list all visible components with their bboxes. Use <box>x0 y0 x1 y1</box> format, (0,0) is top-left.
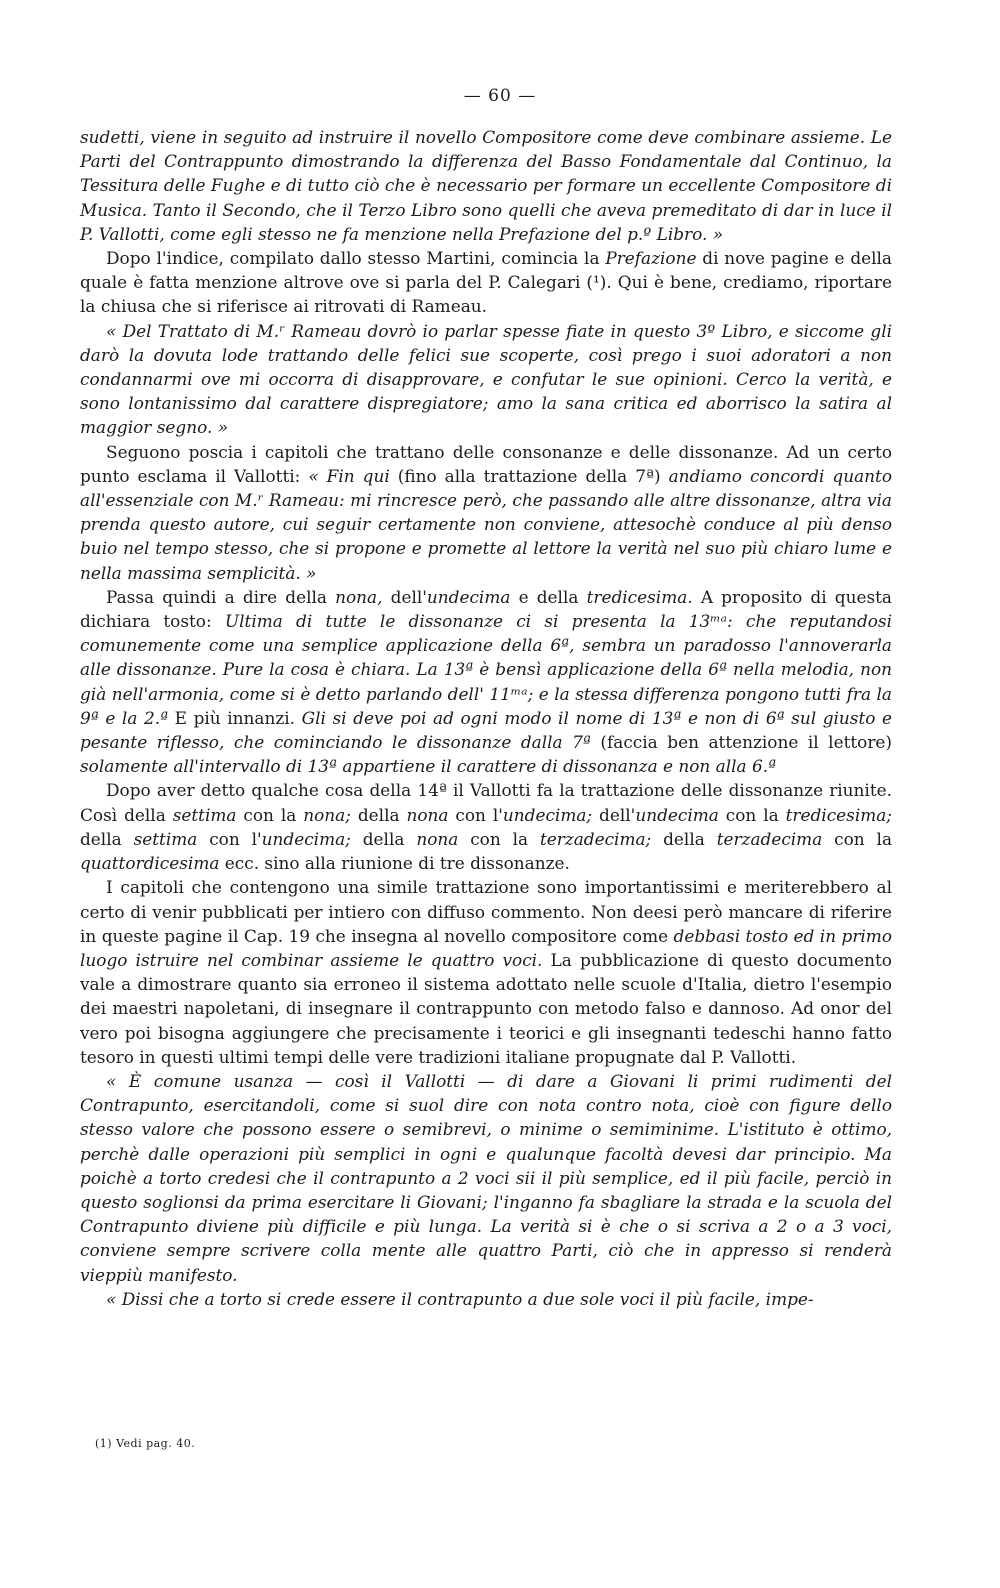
text-run: dell' <box>592 804 636 825</box>
text-run: La pubblicazione di questo documento vale a dimostrare quanto sia erroneo il sistema adottato nelle scuole d'Italia, dietro l'esempio dei maestri napoletani, di insegnare il contrappunto con metodo falso e dannoso. Ad onor del vero poi bisogna aggiungere che precisamente i teorici e gli insegnanti tedeschi hanno fatto tesoro in questi ultimi tempi delle vere tradizioni italiane propugnate dal P. Vallotti. <box>80 949 892 1067</box>
paragraph <box>80 246 892 319</box>
text-run: della <box>80 828 134 849</box>
italic-run: settima <box>133 828 198 849</box>
text-run: Passa quindi a dire della <box>106 586 336 607</box>
body-text <box>80 125 892 1311</box>
paragraph <box>80 1069 892 1287</box>
italic-run: « È comune usanza — così il Vallotti — di dare a Giovani li primi rudimenti del Contrapunto, esercitandoli, come si suol dire con nota contro nota, cioè con figure dello stesso valore che possono essere o semibrevi, o minime o semiminime. L'istituto è ottimo, perchè dalle operazioni più semplici in ogni e qualunque facoltà devesi dar principio. Ma poichè a torto credesi che il contrapunto a 2 voci sii il più semplice, ed il più facile, perciò in questo soglionsi da prima esercitare li Giovani; l'inganno fa sbagliare la strada e la scuola del Contrapunto diviene più difficile e più lunga. La verità si è che o si scriva a 2 o a 3 voci, conviene sempre scrivere colla mente alle quattro Parti, ciò che in appresso si renderà vieppiù manifesto. <box>80 1070 892 1285</box>
text-run: (fino alla trattazione della 7ª) <box>389 465 669 486</box>
paragraph <box>80 585 892 779</box>
page-number: — 60 — <box>463 86 537 106</box>
text-run: Dopo l'indice, compilato dallo stesso Martini, comincia la <box>106 248 606 269</box>
italic-run: « Dissi che a torto si crede essere il contrapunto a due sole voci il più facile, impe- <box>106 1288 814 1309</box>
italic-run: « Del Trattato di M.ʳ Rameau dovrò io parlar spesse fiate in questo 3º Libro, e siccome gli darò la dovuta lode trattando delle felici sue scoperte, così prego i suoi adoratori a non condannarmi ove mi occorra di disapprovare, e confutar le sue opinioni. Cerco la verità, e sono lontanissimo dal carattere dispregiatore; amo la sana critica ed aborrisco la satira al maggior segno. » <box>80 320 892 438</box>
paragraph <box>80 440 892 585</box>
text-run: con l' <box>197 828 262 849</box>
text-run: della <box>651 828 717 849</box>
text-run: con l' <box>448 804 503 825</box>
italic-run: quattordicesima <box>80 853 220 874</box>
italic-run: terzadecima; <box>539 828 652 849</box>
paragraph <box>80 319 892 440</box>
text-run: della <box>350 828 417 849</box>
paragraph <box>80 778 892 875</box>
paragraph <box>80 875 892 1069</box>
italic-run: nona <box>406 804 449 825</box>
text-run: con la <box>236 804 304 825</box>
text-run: con la <box>718 804 786 825</box>
italic-run: terzadecima <box>716 828 823 849</box>
italic-run: undecima; <box>261 828 351 849</box>
italic-run: tredicesima; <box>785 804 892 825</box>
italic-run: sudetti, viene in seguito ad instruire il novello Compositore come deve combinare assieme. Le Parti del Contrappunto dimostrando la differenza del Basso Fondamentale dal Continuo, la Tessitura delle Fughe e di tutto ciò che è necessario per formare un eccellente Compositore di Musica. Tanto il Secondo, che il Terzo Libro sono quelli che aveva premeditato di dar in luce il P. Vallotti, come egli stesso ne fa menzione nella Prefazione del p.º Libro. » <box>80 127 892 244</box>
italic-run: Prefazione <box>605 248 697 269</box>
text-run: I capitoli che contengono una simile trattazione sono importantissimi e meriterebbero al certo di venir pubblicati per intiero con diffuso commento. Non deesi però mancare di riferire in queste pagine il Cap. 19 che insegna al novello compositore come <box>80 877 892 946</box>
italic-run: nona, <box>335 586 383 607</box>
text-run: di nove pagine e della quale è fatta menzione altrove ove si parla del P. Calegari (¹). Qui è bene, crediamo, riportare la chiusa che si riferisce ai ritrovati di Rameau. <box>80 248 893 317</box>
italic-run: debbasi tosto ed in primo luogo istruire nel combinar assieme le quattro voci. <box>80 925 892 970</box>
italic-run: undecima <box>635 804 719 825</box>
italic-run: Ultima di tutte le dissonanze ci si presenta la 13ᵐᵃ: che reputandosi comunemente come una semplice applicazione della 6ª, sembra un paradosso l'annoverarla alle dissonanze. Pure la cosa è chiara. La 13ª è bensì applicazione della 6ª nella melodia, non già nell'armonia, come si è detto parlando dell' 11ᵐᵃ; e la stessa differenza pongono tutti fra la 9ª e la 2.ª <box>80 611 892 728</box>
italic-run: solamente all'intervallo di 13ª appartiene il carattere di dissonanza e non alla 6.ª <box>80 756 777 777</box>
text-run: Seguono poscia i capitoli che trattano delle consonanze e delle dissonanze. Ad un certo punto esclama il Vallotti: <box>80 441 892 486</box>
text-run: e della <box>510 586 587 607</box>
italic-run: undecima; <box>502 804 593 825</box>
italic-run: undecima <box>426 586 511 607</box>
footnote: (1) Vedi pag. 40. <box>95 1437 196 1450</box>
text-run: Dopo aver detto qualche cosa della 14ª il Vallotti fa la trattazione delle dissonanze riunite. Così della <box>80 780 892 825</box>
italic-run: tredicesima. <box>586 586 693 607</box>
italic-run: nona; <box>303 804 351 825</box>
text-run: con la <box>458 828 540 849</box>
text-run: della <box>350 804 407 825</box>
paragraph <box>80 125 892 246</box>
italic-run: andiamo concordi quanto all'essenziale con M.ʳ Rameau: mi rincresce però, che passando alle altre dissonanze, altra via prenda questo autore, cui seguir certamente non conviene, attesochè conduce al più denso buio nel tempo stesso, che si propone e promette al lettore la verità nel suo più chiaro lume e nella massima semplicità. » <box>80 465 892 583</box>
text-run: (faccia ben attenzione il lettore) <box>590 732 892 753</box>
text-run: ecc. sino alla riunione di tre dissonanze. <box>219 853 570 874</box>
italic-run: nona <box>416 828 459 849</box>
italic-run: « Fin qui <box>308 465 390 486</box>
italic-run: Gli si deve poi ad ogni modo il nome di 13ª e non di 6ª sul giusto e pesante riflesso, che cominciando le dissonanze dalla 7ª <box>80 707 892 753</box>
text-run: dell' <box>382 586 427 607</box>
paragraph <box>80 1287 892 1311</box>
text-run: E più innanzi. <box>168 707 302 728</box>
text-run: A proposito di questa dichiara tosto: <box>80 586 892 632</box>
text-run: con la <box>822 828 893 849</box>
italic-run: settima <box>172 804 237 825</box>
